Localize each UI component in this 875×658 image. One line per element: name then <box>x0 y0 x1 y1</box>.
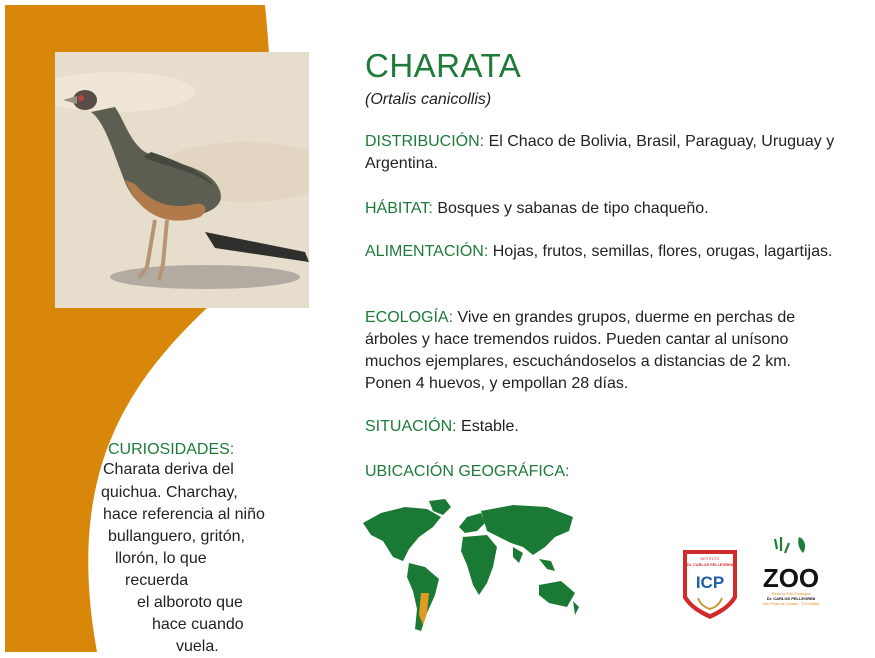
section-label: SITUACIÓN: <box>365 418 457 435</box>
icp-top: INSTITUTO <box>700 557 720 561</box>
curiosity-line: Charata deriva del <box>103 461 234 478</box>
species-card <box>5 5 869 652</box>
section-label: DISTRIBUCIÓN: <box>365 133 485 150</box>
icp-abbr: ICP <box>695 573 725 592</box>
bird-photo <box>55 52 309 308</box>
curiosity-line: llorón, lo que <box>115 550 207 567</box>
curiosity-line: hace referencia al niño <box>103 506 265 523</box>
curiosity-line: vuela. <box>176 638 219 652</box>
status-section <box>365 416 835 438</box>
section-text: Estable. <box>461 418 519 435</box>
curiosities-title: CURIOSIDADES: <box>108 441 235 458</box>
curiosity-line: recuerda <box>125 572 189 589</box>
zoo-logo <box>755 533 827 613</box>
section-label: ECOLOGÍA: <box>365 309 454 326</box>
curiosity-line: quichua. Charchay, <box>101 484 238 501</box>
zoo-line1: Reserva Fito Zoológica <box>771 592 811 596</box>
world-map-icon <box>363 497 581 635</box>
species-title: CHARATA <box>365 47 522 84</box>
section-label: HÁBITAT: <box>365 200 433 217</box>
curiosity-line: bullanguero, gritón, <box>108 528 245 545</box>
curiosity-line: hace cuando <box>152 616 244 633</box>
section-label: ALIMENTACIÓN: <box>365 243 489 260</box>
icp-logo <box>681 548 739 620</box>
location-label: UBICACIÓN GEOGRÁFICA: <box>365 463 570 480</box>
icp-name: Dr. CARLOS PELLEGRINI <box>687 563 733 567</box>
zoo-word: ZOO <box>762 563 820 593</box>
section-text: Hojas, frutos, semillas, flores, orugas, lagartijas. <box>492 243 833 260</box>
ecology-section <box>365 307 835 395</box>
habitat-section <box>365 198 835 220</box>
zoo-line2: Dr. CARLOS PELLEGRINI <box>766 596 816 601</box>
zoo-line3: San Pedro de Colalao - TUCUMAN <box>762 602 820 606</box>
section-text: Bosques y sabanas de tipo chaqueño. <box>437 200 709 217</box>
scientific-name: (Ortalis canicollis) <box>365 91 492 108</box>
curiosity-line: el alboroto que <box>137 594 243 611</box>
section-text: Vive en grandes grupos, duerme en perchas de árboles y hace tremendos ruidos. Pueden cantar al unísono muchos ejemplares, escuchándoselos a distancias de 2 km. Ponen 4 huevos, y empollan 28 días. <box>365 309 796 392</box>
food-section <box>365 241 835 263</box>
section-text: El Chaco de Bolivia, Brasil, Paraguay, Uruguay y Argentina. <box>365 133 835 172</box>
distribution-section <box>365 131 835 175</box>
